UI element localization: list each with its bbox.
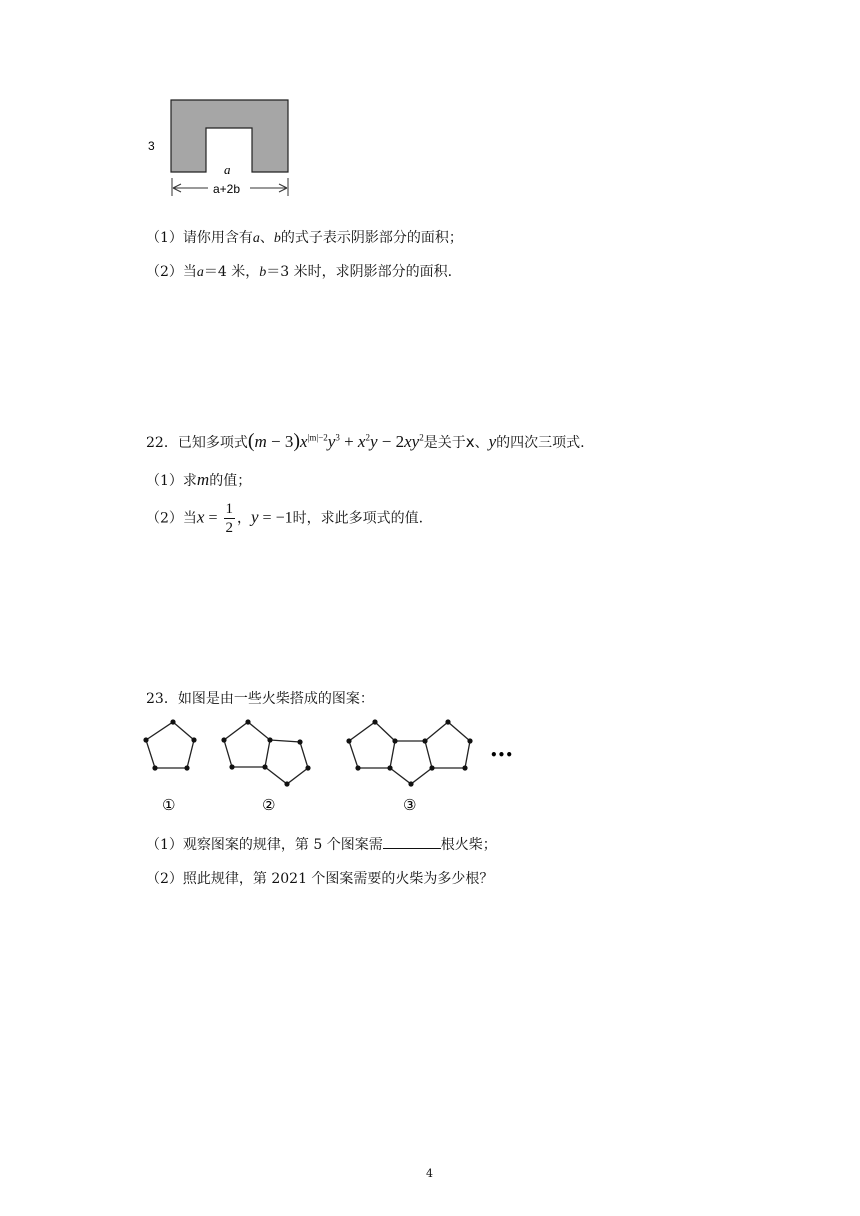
var-x: x — [196, 507, 205, 527]
y-value: = −1 — [258, 509, 293, 527]
poly-x: x — [300, 432, 308, 451]
var-m: m — [196, 470, 210, 489]
separator: ， — [237, 510, 251, 527]
vertex-dot — [467, 738, 472, 743]
matchstick-patterns — [140, 712, 520, 822]
paren-open: ( — [247, 430, 255, 452]
vertex-dot — [346, 738, 351, 743]
vertex-dot — [355, 765, 360, 770]
vertex-dot — [245, 719, 250, 724]
q22-p2-prefix: （2）当 — [146, 510, 197, 527]
pattern-label-1: ① — [162, 796, 176, 814]
height-label: 3 — [148, 139, 155, 153]
pattern-3-pentagon-c — [425, 722, 470, 768]
vertex-dot — [297, 739, 302, 744]
vertex-dot — [422, 738, 427, 743]
vertex-dot — [221, 737, 226, 742]
poly-minus3: − 3 — [266, 432, 294, 451]
width-label: a+2b — [213, 182, 241, 196]
exponent: 3 — [335, 432, 340, 443]
pattern-label-3: ③ — [403, 796, 417, 814]
vertex-dot — [429, 765, 434, 770]
vertex-dot — [284, 781, 289, 786]
shaded-figure-svg — [140, 92, 310, 204]
q23-p1-suffix: 根火柴； — [440, 837, 497, 853]
poly-y: y — [327, 432, 336, 451]
vertex-dot — [462, 765, 467, 770]
separator: 、 — [474, 435, 489, 451]
fraction-numerator: 1 — [225, 501, 233, 517]
vertex-dot — [229, 764, 234, 769]
equals: = — [204, 509, 222, 527]
vertex-dot — [143, 737, 148, 742]
vertex-dot — [184, 765, 189, 770]
var-a: a — [196, 265, 204, 280]
q21-part1 — [146, 227, 463, 247]
var-a: a — [252, 231, 260, 246]
shaded-figure — [140, 92, 310, 204]
q22-stem — [146, 430, 585, 453]
pattern-label-2: ② — [262, 796, 276, 814]
poly-m: m — [254, 432, 267, 451]
pattern-1-pentagon — [146, 722, 194, 768]
paren-close: ) — [293, 430, 301, 452]
q23-stem: 23．如图是由一些火柴搭成的图案： — [146, 691, 374, 707]
vertex-dot — [372, 719, 377, 724]
q21-p1-suffix: 的式子表示阴影部分的面积； — [280, 230, 463, 246]
q22-part1 — [146, 470, 251, 490]
vertex-dot — [170, 719, 175, 724]
exponent: 2 — [365, 432, 370, 443]
vertex-dot — [445, 719, 450, 724]
q22-part2 — [146, 500, 423, 537]
matchstick-patterns-svg — [140, 712, 520, 822]
poly-x: x — [357, 432, 366, 451]
q23-p1-prefix: （1）观察图案的规律，第 5 个图案需 — [146, 837, 383, 853]
fraction-denominator: 2 — [225, 520, 233, 536]
q22-p2-suffix: 时，求此多项式的值. — [292, 510, 424, 527]
answer-blank[interactable] — [383, 836, 441, 849]
poly-minus2: − 2 — [377, 432, 405, 451]
vertex-dot — [267, 737, 272, 742]
q22-tail2: 的四次三项式. — [496, 435, 585, 451]
var-b: b — [259, 265, 267, 280]
separator: 、 — [259, 230, 274, 246]
pattern-3-pentagon-a — [349, 722, 395, 768]
pattern-2-pentagon-a — [224, 722, 270, 767]
q21-part2 — [146, 261, 452, 281]
vertex-dot — [408, 781, 413, 786]
vertex-dot — [262, 764, 267, 769]
var-b: b — [273, 231, 281, 246]
var-y: y — [488, 432, 497, 451]
page-number: 4 — [426, 1167, 433, 1180]
q22-number: 22．已知多项式 — [146, 435, 248, 451]
vertex-dot — [191, 737, 196, 742]
q21-p1-prefix: （1）请你用含有 — [146, 230, 253, 246]
q21-p2-prefix: （2）当 — [146, 264, 197, 280]
poly-xy: xy — [404, 432, 420, 451]
inner-width-label: a — [224, 162, 231, 177]
q23-part2: （2）照此规律，第 2021 个图案需要的火柴为多少根？ — [146, 871, 494, 887]
var-x: x — [465, 433, 475, 451]
var-y: y — [251, 507, 259, 527]
q23-part1 — [146, 834, 497, 854]
poly-plus: + — [339, 432, 358, 451]
ellipsis: ••• — [490, 748, 514, 762]
q22-p1-suffix: 的值； — [209, 473, 252, 489]
q22-tail1: 是关于 — [423, 435, 466, 451]
poly-y: y — [369, 432, 378, 451]
vertex-dot — [392, 738, 397, 743]
pattern-2-pentagon-b — [265, 740, 308, 784]
exponent: 2 — [419, 432, 424, 443]
polynomial — [248, 432, 424, 451]
vertex-dot — [305, 765, 310, 770]
vertex-dot — [387, 765, 392, 770]
q21-p2-a-value: ＝4 米， — [203, 264, 260, 280]
pattern-3-pentagon-b — [390, 741, 432, 784]
exponent: |m|−2 — [307, 432, 328, 443]
q21-p2-suffix: ＝3 米时，求阴影部分的面积. — [266, 264, 453, 280]
vertex-dot — [152, 765, 157, 770]
fraction-one-half — [224, 500, 236, 537]
q22-p1-prefix: （1）求 — [146, 473, 197, 489]
